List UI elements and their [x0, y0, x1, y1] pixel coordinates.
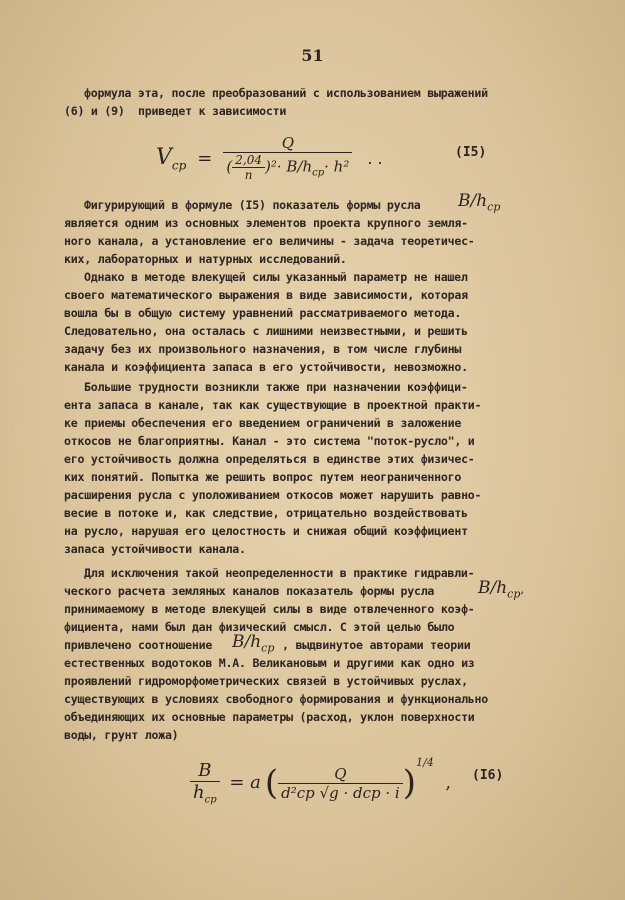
symbol-trailing-comma: , [520, 582, 525, 596]
text-line: объединяющих их основные параметры (расход, уклон поверхности [64, 710, 475, 724]
formula-15 [156, 134, 383, 182]
text-line: ке приемы обеспечения его введением ограничений в заложение [64, 416, 462, 430]
text-line [64, 584, 434, 598]
inline-symbol [478, 578, 524, 600]
text-line: ких, лабораторных и натурных исследований. [64, 252, 347, 266]
inner-numerator: 2,04 [232, 153, 265, 168]
text-line: его устойчивость должна определяться в единстве этих физичес- [64, 452, 475, 466]
text-line: Большие трудности возникли также при назначении коэффици- [84, 380, 468, 394]
formula-lhs: V [156, 145, 172, 170]
formula-lhs-numerator: B [190, 760, 220, 782]
den-tail-subscript: ср [312, 167, 325, 179]
text-line: откосов не благоприятны. Канал - это система "поток-русло", и [64, 434, 475, 448]
equation-number: (I5) [455, 145, 487, 160]
text-line: , выдвинутое авторами теории [282, 638, 471, 652]
text-segment: ческого расчета земляных каналов показатель формы русла [64, 584, 435, 598]
formula-tail: , [445, 772, 452, 793]
text-line: Фигурирующий в формуле (I5) показатель формы русла [84, 198, 421, 212]
text-line: естественных водотоков М.А. Великановым и другими как одно из [64, 656, 475, 670]
symbol-text: B/h [232, 632, 262, 652]
text-line: расширения русла с уположиванием откосов может нарушить равно- [64, 488, 482, 502]
formula-lhs-denominator [190, 782, 220, 806]
text-line: привлечено соотношение [64, 638, 213, 652]
inner-denominator: n [244, 168, 253, 182]
lhs-den-text: h [193, 782, 205, 804]
text-line: вошла бы в общую систему уравнений рассматриваемого метода. [64, 306, 462, 320]
formula-mid: = a [229, 772, 261, 793]
text-line: своего математического выражения в виде зависимости, которая [64, 288, 468, 302]
formula-dots: . . [367, 149, 383, 168]
text-line: формула эта, после преобразований с использованием выражений [84, 86, 488, 100]
text-line: на русло, нарушая его целостность и снижая общий коэффициент [64, 524, 468, 538]
right-paren: ) [402, 763, 416, 803]
formula-rhs-denominator: d²ср √g · dср · i [281, 783, 400, 802]
formula-exponent: 1/4 [415, 756, 434, 769]
text-line: ента запаса в канале, так как существующие в проектной практи- [64, 398, 482, 412]
formula-lhs-fraction [190, 760, 220, 806]
text-line: воды, грунт ложа) [64, 728, 179, 742]
text-line: ного канала, а установление его величины - задача теоретичес- [64, 234, 475, 248]
formula-fraction [223, 134, 352, 182]
text-line: канала и коэффициента запаса в его устойчивости, невозможно. [64, 360, 468, 374]
page-number: 51 [301, 46, 324, 65]
formula-16 [190, 756, 451, 806]
text-line: задачу без их произвольного назначения, в том числе глубины [64, 342, 462, 356]
den-tail-1: · B/h [276, 157, 313, 176]
text-line: (6) и (9) приведет к зависимости [64, 104, 287, 118]
text-line: запаса устойчивости канала. [64, 542, 246, 556]
text-line: Следовательно, она осталась с лишними неизвестными, и решить [64, 324, 468, 338]
text-line: принимаемому в методе влекущей силы в виде отвлеченного коэф- [64, 602, 475, 616]
inline-symbol [232, 632, 274, 654]
equation-number: (I6) [472, 768, 504, 783]
text-line: существующих в условиях свободного формирования и функционально [64, 692, 488, 706]
den-tail-2: · h [324, 157, 344, 176]
formula-lhs-subscript: ср [171, 158, 187, 173]
symbol-subscript: ср [487, 200, 501, 214]
text-line: ких понятий. Попытка же решить вопрос путем неограниченного [64, 470, 462, 484]
text-line: является одним из основных элементов проекта крупного земля- [64, 216, 468, 230]
formula-equals: = [197, 148, 213, 169]
symbol-text: B/h [478, 578, 508, 598]
formula-rhs-fraction [278, 765, 403, 802]
inline-symbol [458, 191, 500, 213]
formula-denominator: ( $\frac{2,04}{n}$ )$^2\cdot B/h_{ср}\cdot h^2$ [226, 153, 350, 182]
formula-rhs-numerator: Q [278, 765, 403, 784]
formula-numerator: Q [223, 134, 352, 153]
lhs-den-subscript: ср [204, 794, 217, 806]
text-line: фициента, нами был дан физический смысл. С этой целью было [64, 620, 455, 634]
left-paren: ( [264, 763, 279, 803]
text-line: Однако в методе влекущей силы указанный параметр не нашел [84, 270, 468, 284]
symbol-text: B/h [458, 191, 488, 211]
text-line: весие в потоке и, как следствие, отрицательно воздействовать [64, 506, 468, 520]
symbol-subscript: ср [261, 641, 275, 655]
text-line: проявлений гидроморфометрических связей в устойчивых руслах, [64, 674, 468, 688]
text-line: Для исключения такой неопределенности в практике гидравли- [84, 566, 475, 580]
inner-fraction [232, 153, 265, 182]
symbol-subscript: ср [507, 587, 521, 601]
